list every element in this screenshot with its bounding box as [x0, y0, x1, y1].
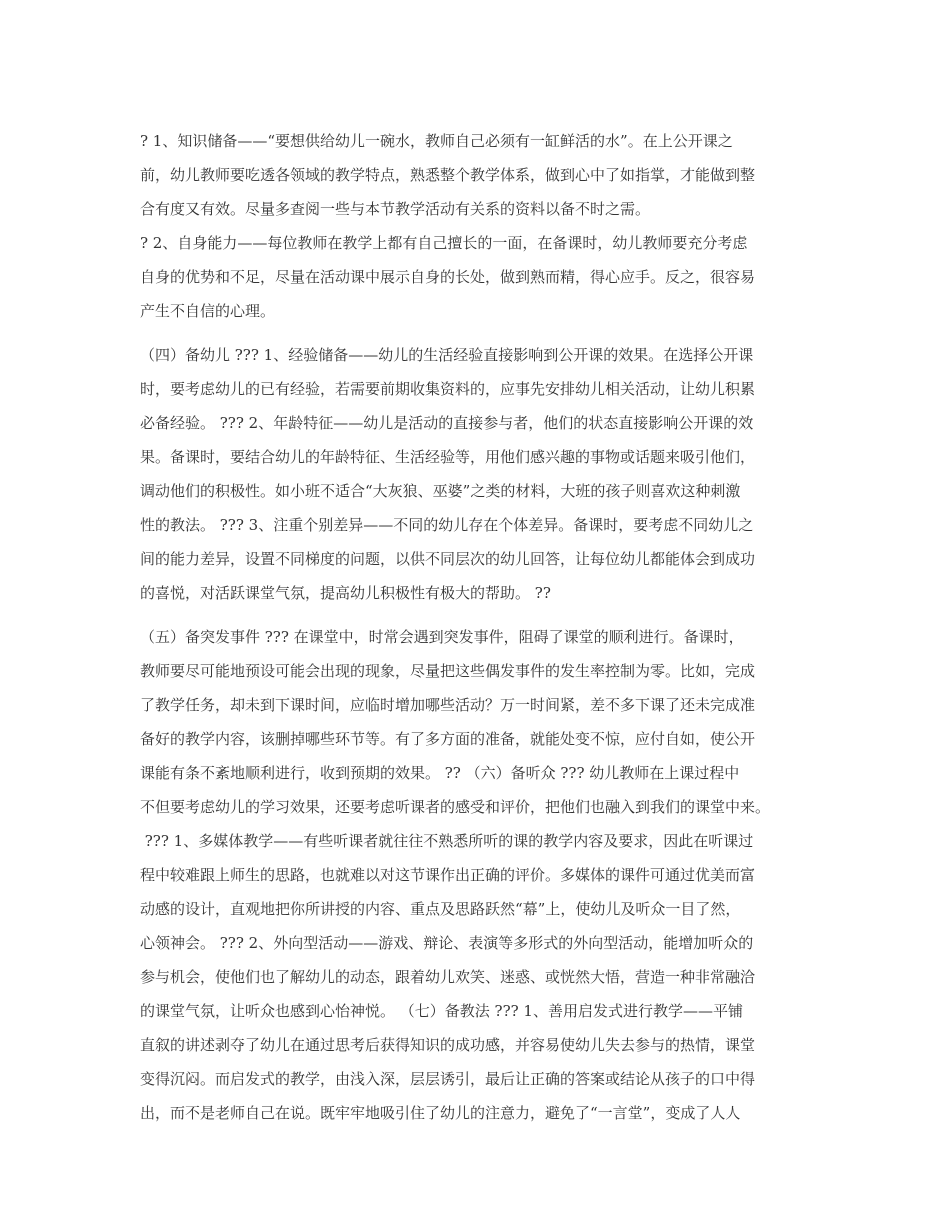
text-line: 变得沉闷。而启发式的教学，由浅入深，层层诱引，最后让正确的答案或结论从孩子的口中得: [140, 1070, 756, 1088]
paragraph-knowledge-and-ability: [140, 124, 830, 328]
text-line: （五）备突发事件 ??? 在课堂中，时常会遇到突发事件，阻碍了课堂的顺利进行。备课时，: [140, 628, 744, 646]
document-body: [140, 124, 830, 1130]
text-line: ? 2、自身能力——每位教师在教学上都有自己擅长的一面，在备课时，幼儿教师要充分考虑: [140, 234, 748, 252]
text-line: 合有度又有效。尽量多查阅一些与本节教学活动有关系的资料以备不时之需。: [140, 200, 651, 218]
text-line: 了教学任务，却未到下课时间，应临时增加哪些活动？万一时间紧，差不多下课了还未完成准: [140, 696, 756, 714]
paragraph-prepare-children: [140, 338, 830, 610]
paragraph-gap: [140, 328, 830, 338]
text-line: 出，而不是老师自己在说。既牢牢地吸引住了幼儿的注意力，避免了“一言堂”，变成了人人: [140, 1104, 741, 1122]
text-line: 程中较难跟上师生的思路，也就难以对这节课作出正确的评价。多媒体的课件可通过优美而富: [140, 866, 756, 884]
text-line: 的课堂气氛，让听众也感到心怡神悦。 （七）备教法 ??? 1、善用启发式进行教学——平铺: [140, 1002, 743, 1020]
text-line: 教师要尽可能地预设可能会出现的现象，尽量把这些偶发事件的发生率控制为零。比如，完成: [140, 662, 756, 680]
paragraph-emergencies-audience-methods: [140, 620, 830, 1130]
text-line: 参与机会，使他们也了解幼儿的动态，跟着幼儿欢笑、迷惑、或恍然大悟，营造一种非常融洽: [140, 968, 756, 986]
text-line: 不但要考虑幼儿的学习效果，还要考虑听课者的感受和评价，把他们也融入到我们的课堂中来。: [140, 798, 771, 816]
text-line: ??? 1、多媒体教学——有些听课者就往往不熟悉所听的课的教学内容及要求，因此在听课过: [140, 832, 754, 850]
text-line: 的喜悦，对活跃课堂气氛，提高幼儿积极性有极大的帮助。 ??: [140, 584, 551, 602]
text-line: 动感的设计，直观地把你所讲授的内容、重点及思路跃然“幕”上，使幼儿及听众一目了然，: [140, 900, 741, 918]
text-line: 性的教法。 ??? 3、注重个别差异——不同的幼儿存在个体差异。备课时，要考虑不同幼儿之: [140, 516, 754, 534]
text-line: （四）备幼儿 ??? 1、经验储备——幼儿的生活经验直接影响到公开课的效果。在选择公开课: [140, 346, 754, 364]
text-line: 自身的优势和不足，尽量在活动课中展示自身的长处，做到熟而精，得心应手。反之，很容易: [140, 268, 756, 286]
text-line: 课能有条不紊地顺利进行，收到预期的效果。 ?? （六）备听众 ??? 幼儿教师在上课过程中: [140, 764, 740, 782]
text-line: 备好的教学内容，该删掉哪些环节等。有了多方面的准备，就能处变不惊，应付自如，使公开: [140, 730, 756, 748]
text-line: 时，要考虑幼儿的已有经验，若需要前期收集资料的，应事先安排幼儿相关活动，让幼儿积累: [140, 380, 756, 398]
text-line: 果。备课时，要结合幼儿的年龄特征、生活经验等，用他们感兴趣的事物或话题来吸引他们，: [140, 448, 756, 466]
text-line: ? 1、知识储备——“要想供给幼儿一碗水，教师自己必须有一缸鲜活的水”。在上公开课之: [140, 132, 733, 150]
text-line: 必备经验。 ??? 2、年龄特征——幼儿是活动的直接参与者，他们的状态直接影响公开课的效: [140, 414, 754, 432]
paragraph-gap: [140, 610, 830, 620]
text-line: 直叙的讲述剥夺了幼儿在通过思考后获得知识的成功感，并容易使幼儿失去参与的热情，课堂: [140, 1036, 756, 1054]
text-line: 前，幼儿教师要吃透各领域的教学特点，熟悉整个教学体系，做到心中了如指掌，才能做到整: [140, 166, 756, 184]
text-line: 产生不自信的心理。: [140, 302, 276, 320]
text-line: 调动他们的积极性。如小班不适合“大灰狼、巫婆”之类的材料，大班的孩子则喜欢这种刺激: [140, 482, 741, 500]
text-line: 间的能力差异，设置不同梯度的问题，以供不同层次的幼儿回答，让每位幼儿都能体会到成功: [140, 550, 756, 568]
text-line: 心领神会。 ??? 2、外向型活动——游戏、辩论、表演等多形式的外向型活动，能增加听众的: [140, 934, 754, 952]
